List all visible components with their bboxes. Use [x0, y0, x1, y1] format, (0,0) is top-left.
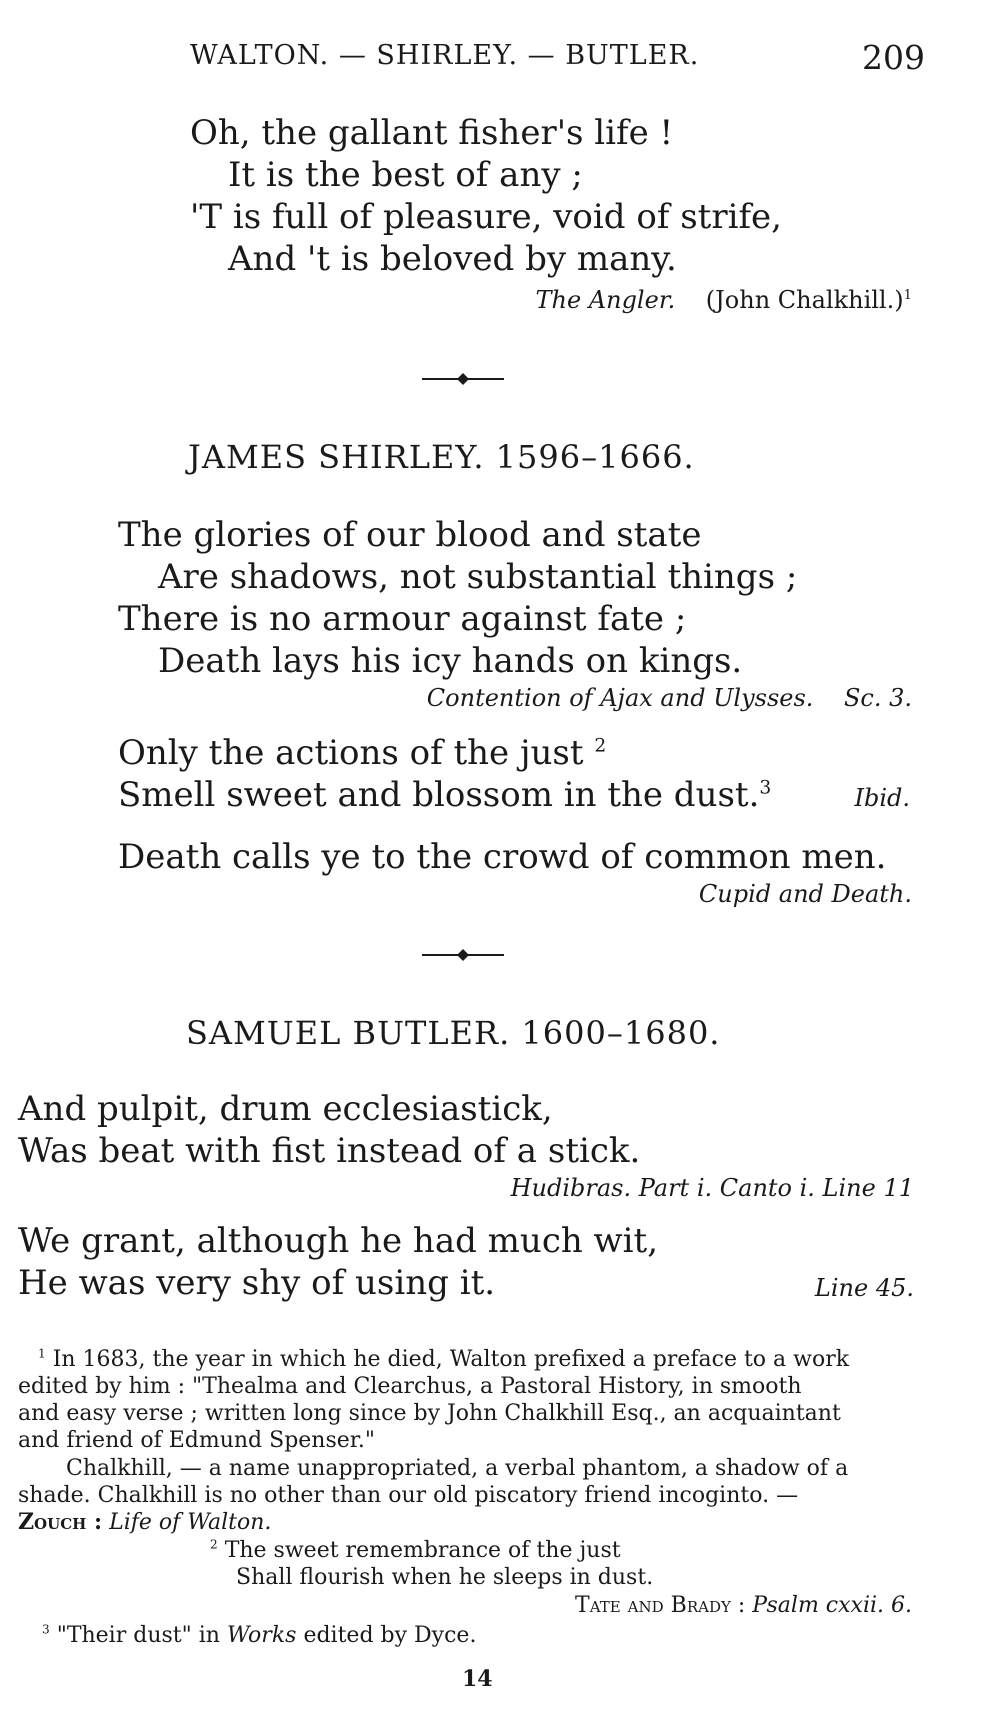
walton-attribution-title: The Angler. — [535, 286, 676, 314]
section-divider — [422, 372, 504, 386]
footnote-3-works: Works — [226, 1623, 297, 1648]
footnote-1-line — [38, 1346, 849, 1373]
shirley-q1-attribution — [427, 684, 912, 712]
walton-attribution — [535, 286, 912, 314]
butler-q2-source: Line 45. — [814, 1274, 914, 1302]
running-head: WALTON. — SHIRLEY. — BUTLER. — [190, 40, 700, 71]
footnote-marker: 3 — [759, 777, 772, 799]
footnote-3-rest: edited by Dyce. — [303, 1623, 477, 1648]
section-divider — [422, 948, 504, 962]
shirley-q2-source: Ibid. — [854, 784, 910, 812]
shirley-verse-line: The glories of our blood and state — [118, 515, 702, 555]
walton-verse-line: And 't is beloved by many. — [228, 239, 677, 279]
shirley-verse-line: Death calls ye to the crowd of common men. — [118, 837, 887, 877]
footnote-2-text: The sweet remembrance of the just — [224, 1538, 621, 1563]
zouch-work: Life of Walton. — [109, 1510, 272, 1535]
footnote-3-quote: "Their dust" in — [56, 1623, 220, 1648]
zouch-citation — [18, 1509, 271, 1536]
footnote-marker: 1 — [903, 288, 912, 303]
butler-verse-line: We grant, although he had much wit, — [18, 1221, 659, 1261]
shirley-verse-line: Are shadows, not substantial things ; — [158, 557, 798, 597]
butler-verse-line: And pulpit, drum ecclesiastick, — [18, 1089, 553, 1129]
zouch-name: Zouch : — [18, 1509, 103, 1535]
footnote-3-line — [42, 1622, 476, 1649]
footnote-marker: 2 — [210, 1537, 218, 1552]
walton-verse-line: Oh, the gallant fisher's life ! — [190, 113, 674, 153]
footnote-1-line: and easy verse ; written long since by John Chalkhill Esq., an acquaintant — [18, 1401, 841, 1426]
butler-heading: SAMUEL BUTLER. 1600–1680. — [186, 1014, 721, 1052]
shirley-q2-line1: Only the actions of the just — [118, 733, 584, 773]
psalm-ref: Psalm cxxii. 6. — [752, 1593, 912, 1618]
footnote-marker: 3 — [42, 1622, 50, 1637]
butler-verse-line: He was very shy of using it. — [18, 1263, 496, 1303]
footnote-2-line: Shall flourish when he sleeps in dust. — [236, 1565, 654, 1590]
footnote-1-line: and friend of Edmund Spenser." — [18, 1428, 375, 1453]
butler-verse-line: Was beat with fist instead of a stick. — [18, 1131, 641, 1171]
shirley-verse-line: There is no armour against fate ; — [118, 599, 687, 639]
footnote-marker: 2 — [594, 735, 607, 757]
shirley-q3-source: Cupid and Death. — [698, 880, 912, 908]
footnote-1-text: In 1683, the year in which he died, Walton prefixed a preface to a work — [52, 1347, 850, 1372]
printer-signature: 14 — [462, 1666, 493, 1692]
tate-brady: Tate and Brady : — [575, 1593, 746, 1618]
shirley-verse-line — [118, 732, 606, 774]
tate-brady-citation — [575, 1592, 912, 1619]
footnote-2-line — [210, 1537, 621, 1564]
shirley-q1-source: Contention of Ajax and Ulysses. — [426, 684, 814, 712]
walton-attribution-author: (John Chalkhill.) — [705, 286, 904, 314]
shirley-q1-scene: Sc. 3. — [843, 684, 912, 712]
walton-verse-line: 'T is full of pleasure, void of strife, — [190, 197, 782, 237]
page-number: 209 — [862, 38, 925, 77]
walton-verse-line: It is the best of any ; — [228, 155, 583, 195]
footnote-marker: 1 — [38, 1346, 46, 1361]
butler-q1-source: Hudibras. Part i. Canto i. Line 11 — [510, 1174, 914, 1202]
shirley-verse-line — [118, 774, 771, 816]
shirley-verse-line: Death lays his icy hands on kings. — [158, 641, 743, 681]
shirley-q2-line2: Smell sweet and blossom in the dust. — [118, 775, 760, 815]
shirley-heading: JAMES SHIRLEY. 1596–1666. — [188, 438, 695, 476]
footnote-1-line: edited by him : "Thealma and Clearchus, a Pastoral History, in smooth — [18, 1374, 802, 1399]
chalkhill-note-line: Chalkhill, — a name unappropriated, a verbal phantom, a shadow of a — [66, 1456, 849, 1481]
chalkhill-note-line: shade. Chalkhill is no other than our old piscatory friend incoginto. — — [18, 1483, 799, 1508]
